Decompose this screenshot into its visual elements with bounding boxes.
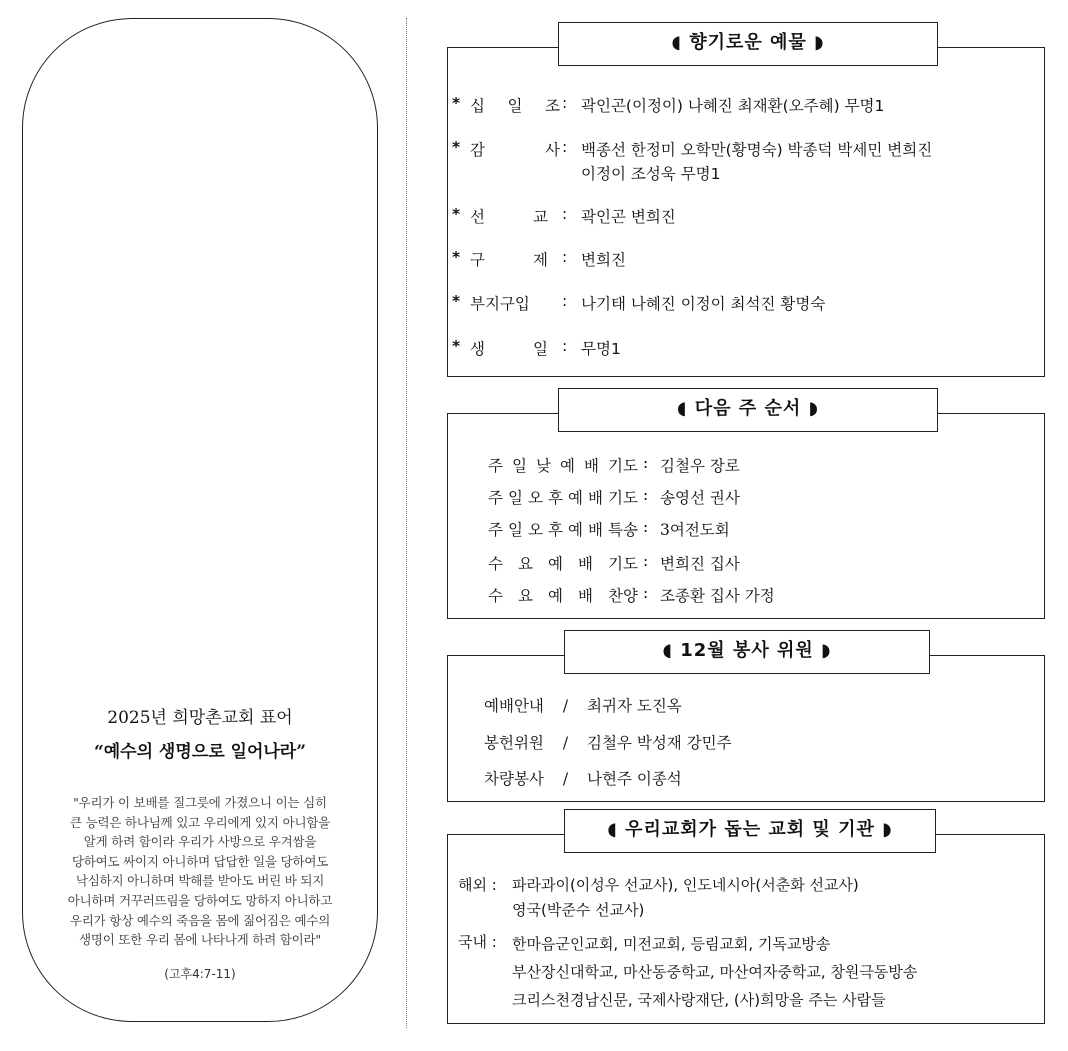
support-label-domestic: 국내 : xyxy=(458,933,497,951)
motto-card xyxy=(22,18,378,1022)
next-week-box: ◖ 다음 주 순서 ◗ 주 일 낮 예 배 기도 : 김철우 장로 주 일 오 후 예 배 기도 : 송영선 권사 주 일 오 후 예 배 특송 : 3여전도회 수 요 예 배 기도 : 변희진 집사 수 요 예 배 찬양 : 조종환 집사 가정 xyxy=(447,413,1045,619)
offering-box: ◖ 향기로운 예물 ◗ * 십 일 조 : 곽인곤(이정이) 나혜진 최재환(오주혜) 무명1 * 감 사 : 백종선 한정미 오학만(황명숙) 박종덕 박세민 변희진 이정이 조성욱 무명1 * 선 교 : 곽인곤 변희진 * 구 제 : 변희진 * 부지구입 : 나기태 나혜진 이정이 최석진 황명숙 * 생 일 : 무명1 xyxy=(447,47,1045,377)
verse-line: 생명이 또한 우리 몸에 나타나게 하려 함이라" xyxy=(79,932,321,948)
verse-line: 당하여도 싸이지 아니하며 답답한 일을 당하여도 xyxy=(71,853,329,869)
offering-names: 무명1 xyxy=(581,340,621,358)
offering-names: 변희진 xyxy=(581,251,626,269)
volunteer-row: 예배안내 / 최귀자 도진옥 xyxy=(484,697,682,715)
motto-title: “예수의 생명으로 일어나라” xyxy=(93,742,307,762)
verse-line: 큰 능력은 하나님께 있고 우리에게 있지 아니함을 xyxy=(69,814,331,830)
offering-title: ◖ 향기로운 예물 ◗ xyxy=(558,22,938,66)
verse-line: 우리가 항상 예수의 죽음을 몸에 짊어짐은 예수의 xyxy=(69,912,331,928)
offering-label: 감 사 xyxy=(470,141,560,159)
offering-names: 곽인곤 변희진 xyxy=(581,208,676,226)
supported-title: ◖ 우리교회가 돕는 교회 및 기관 ◗ xyxy=(564,809,936,853)
verse-line: 아니하며 거꾸러뜨림을 당하여도 망하지 아니하고 xyxy=(67,892,333,908)
volunteer-row: 차량봉사 / 나현주 이종석 xyxy=(484,770,682,788)
offering-label: 십 일 조 xyxy=(470,97,560,115)
verse-line: "우리가 이 보배를 질그릇에 가졌으니 이는 심히 xyxy=(73,795,327,810)
fold-divider xyxy=(406,18,407,1028)
offering-names: 나기태 나혜진 이정이 최석진 황명숙 xyxy=(581,295,826,313)
offering-names: 백종선 한정미 오학만(황명숙) 박종덕 박세민 변희진 이정이 조성욱 무명1 xyxy=(581,141,933,183)
volunteers-box xyxy=(447,640,1045,802)
support-list-domestic: 한마음군인교회, 미전교회, 등림교회, 기독교방송 부산장신대학교, 마산동중학교, 마산여자중학교, 창원극동방송 크리스천경남신문, 국제사랑재단, (사)희망을 주는 사람들 xyxy=(512,935,918,1009)
verse-line: 낙심하지 아니하며 박해를 받아도 버린 바 되지 xyxy=(75,873,325,889)
support-label-overseas: 해외 : xyxy=(458,876,497,894)
offering-names: 곽인곤(이정이) 나혜진 최재환(오주혜) 무명1 xyxy=(581,97,885,115)
supported-box xyxy=(447,819,1045,1024)
volunteers-title: ◖ 12월 봉사 위원 ◗ xyxy=(564,630,930,674)
support-list-overseas: 파라과이(이성우 선교사), 인도네시아(서춘화 선교사) 영국(박준수 선교사) xyxy=(512,876,859,919)
offering-label: 선 교 xyxy=(470,208,548,226)
offering-label: 생 일 xyxy=(470,340,548,358)
verse-text xyxy=(37,793,363,950)
next-week-title: ◖ 다음 주 순서 ◗ xyxy=(558,388,938,432)
offering-label: 구 제 xyxy=(470,251,548,269)
volunteer-row: 봉헌위원 / 김철우 박성재 강민주 xyxy=(484,734,732,752)
motto-year: 2025년 희망촌교회 표어 xyxy=(107,708,293,728)
verse-line: 알게 하려 함이라 우리가 사방으로 우겨쌈을 xyxy=(83,834,317,850)
verse-reference: (고후4:7-11) xyxy=(164,967,236,981)
offering-label: 부지구입 xyxy=(470,295,530,313)
